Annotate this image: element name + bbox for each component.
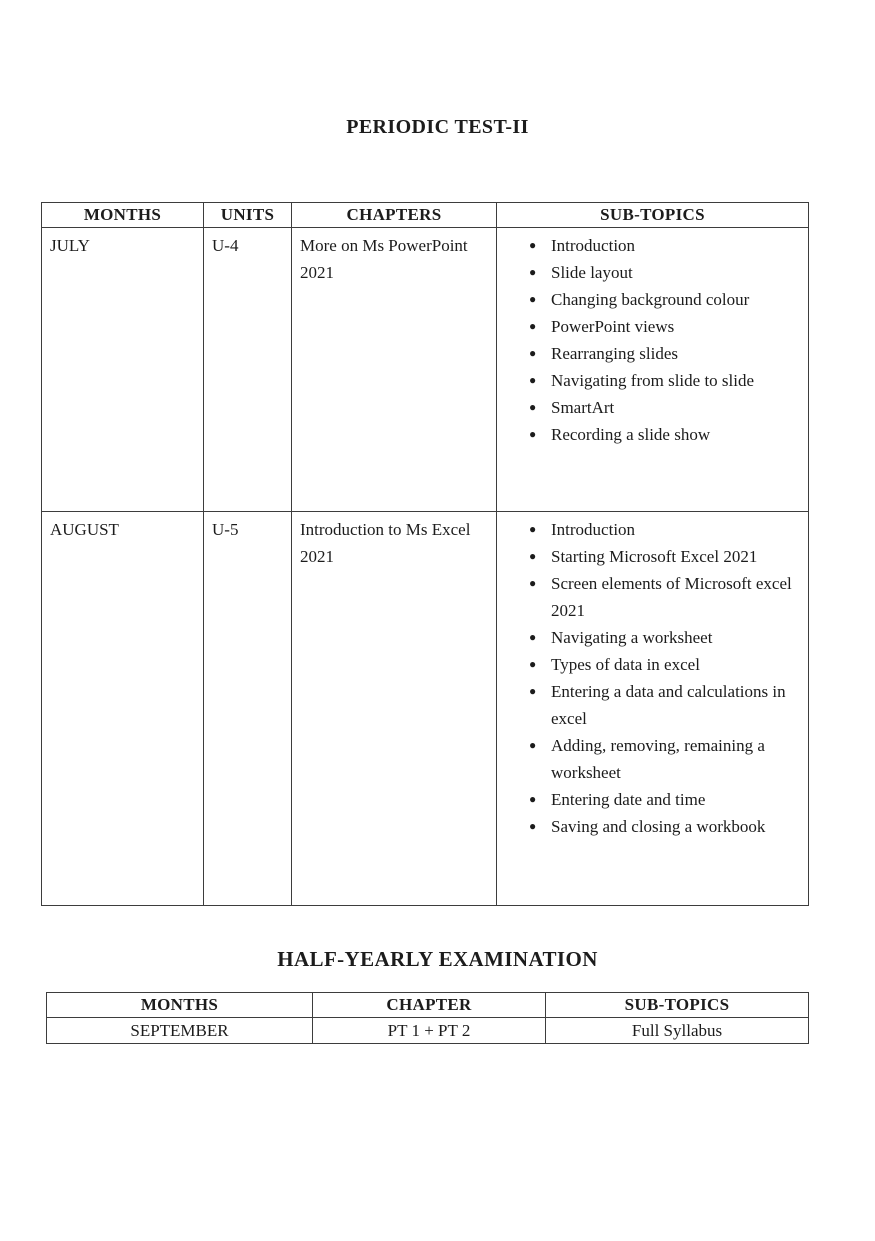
header-months: MONTHS <box>42 203 204 228</box>
table-row-august <box>42 512 809 906</box>
periodic-test-table <box>41 202 809 906</box>
bullet-icon: ● <box>529 819 537 833</box>
bullet-icon: ● <box>529 630 537 644</box>
bullet-icon: ● <box>529 792 537 806</box>
bullet-icon: ● <box>529 400 537 414</box>
subtopic-text: Slide layout <box>551 263 633 282</box>
bullet-icon: ● <box>529 238 537 252</box>
subtopics-cell <box>497 228 809 512</box>
list-item <box>519 367 802 394</box>
list-item <box>519 232 802 259</box>
subtopic-text: SmartArt <box>551 398 615 417</box>
list-item <box>519 259 802 286</box>
list-item <box>519 678 802 732</box>
list-item <box>519 394 802 421</box>
bullet-icon: ● <box>529 522 537 536</box>
list-item <box>519 543 802 570</box>
subtopic-list <box>519 516 802 840</box>
subtopic-text: Navigating from slide to slide <box>551 371 755 390</box>
list-item <box>519 313 802 340</box>
half-yearly-title: HALF-YEARLY EXAMINATION <box>277 947 598 971</box>
month-cell: SEPTEMBER <box>47 1018 313 1044</box>
bullet-icon: ● <box>529 549 537 563</box>
header-chapters: CHAPTERS <box>292 203 497 228</box>
list-item <box>519 570 802 624</box>
header-subtopics: SUB-TOPICS <box>497 203 809 228</box>
header-subtopics: SUB-TOPICS <box>546 993 809 1018</box>
header-units: UNITS <box>204 203 292 228</box>
subtopic-text: Changing background colour <box>551 290 750 309</box>
subtopics-cell: Full Syllabus <box>546 1018 809 1044</box>
unit-cell: U-5 <box>204 512 292 906</box>
bullet-icon: ● <box>529 576 537 590</box>
list-item <box>519 421 802 448</box>
subtopic-text: Types of data in excel <box>551 655 700 674</box>
subtopic-list <box>519 232 802 448</box>
chapter-cell: PT 1 + PT 2 <box>313 1018 546 1044</box>
half-yearly-table <box>46 992 809 1044</box>
bullet-icon: ● <box>529 319 537 333</box>
bullet-icon: ● <box>529 427 537 441</box>
subtopic-text: PowerPoint views <box>551 317 675 336</box>
bullet-icon: ● <box>529 657 537 671</box>
bullet-icon: ● <box>529 265 537 279</box>
subtopic-text: Entering a data and calculations in excel <box>551 682 786 728</box>
list-item <box>519 340 802 367</box>
list-item <box>519 286 802 313</box>
subtopic-text: Screen elements of Microsoft excel 2021 <box>551 574 792 620</box>
month-cell: AUGUST <box>42 512 204 906</box>
bullet-icon: ● <box>529 684 537 698</box>
table-row-july <box>42 228 809 512</box>
list-item <box>519 516 802 543</box>
subtopic-text: Starting Microsoft Excel 2021 <box>551 547 758 566</box>
list-item <box>519 651 802 678</box>
table-header-row <box>47 993 809 1018</box>
list-item <box>519 786 802 813</box>
subtopic-text: Entering date and time <box>551 790 706 809</box>
bullet-icon: ● <box>529 346 537 360</box>
subtopics-cell <box>497 512 809 906</box>
subtopic-text: Introduction <box>551 520 636 539</box>
month-cell: JULY <box>42 228 204 512</box>
subtopic-text: Saving and closing a workbook <box>551 817 766 836</box>
subtopic-text: Recording a slide show <box>551 425 711 444</box>
bullet-icon: ● <box>529 373 537 387</box>
subtopic-text: Navigating a worksheet <box>551 628 713 647</box>
subtopic-text: Rearranging slides <box>551 344 678 363</box>
chapter-cell: More on Ms PowerPoint 2021 <box>292 228 497 512</box>
header-chapter: CHAPTER <box>313 993 546 1018</box>
table-row-september <box>47 1018 809 1044</box>
chapter-cell: Introduction to Ms Excel 2021 <box>292 512 497 906</box>
list-item <box>519 624 802 651</box>
table-header-row <box>42 203 809 228</box>
subtopic-text: Adding, removing, remaining a worksheet <box>551 736 765 782</box>
subtopic-text: Introduction <box>551 236 636 255</box>
page-title: PERIODIC TEST-II <box>346 116 529 138</box>
bullet-icon: ● <box>529 292 537 306</box>
list-item <box>519 813 802 840</box>
bullet-icon: ● <box>529 738 537 752</box>
list-item <box>519 732 802 786</box>
unit-cell: U-4 <box>204 228 292 512</box>
header-months: MONTHS <box>47 993 313 1018</box>
